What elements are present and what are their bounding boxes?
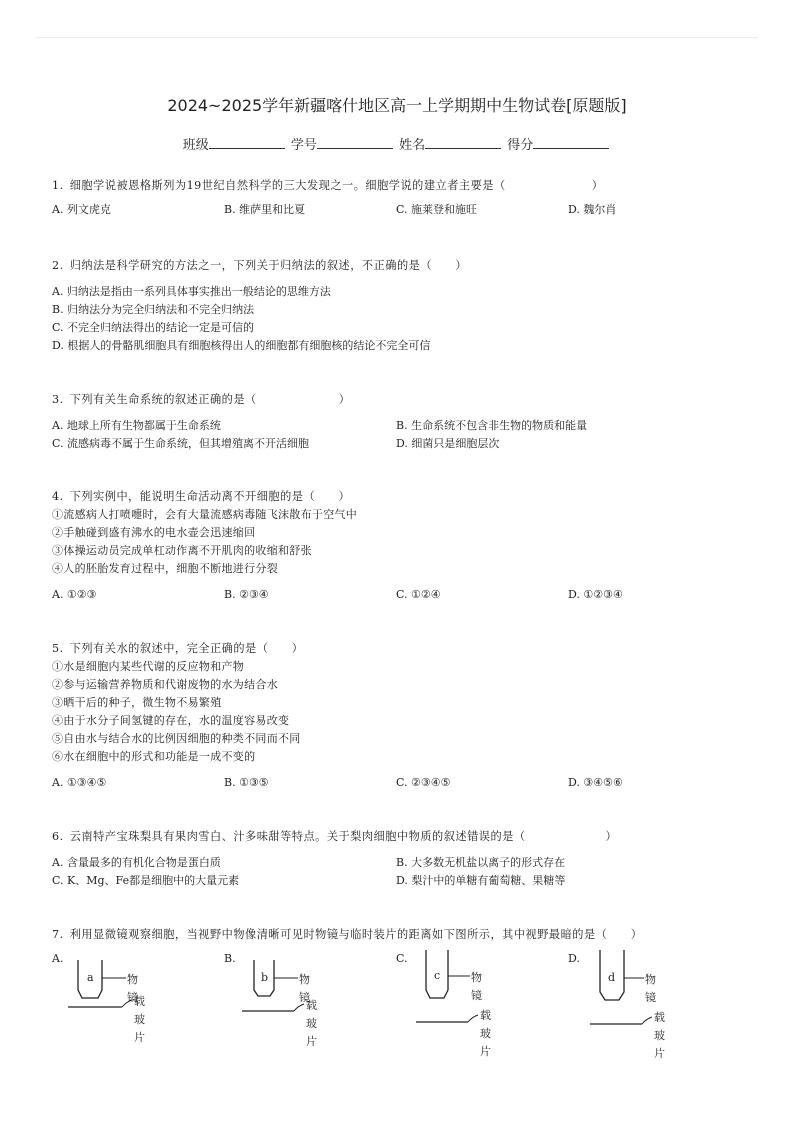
closing-paren: ） — [338, 393, 351, 406]
lens-letter: c — [434, 969, 441, 982]
header-divider — [36, 37, 758, 38]
slide-label: 载玻片 — [306, 999, 317, 1048]
statement-item: ⑥水在细胞中的形式和功能是一成不变的 — [52, 750, 256, 763]
option-a[interactable]: A. ①②③ — [52, 588, 97, 601]
option-letter: B. — [224, 952, 236, 965]
option-c[interactable]: C. ①②④ — [396, 588, 441, 601]
question-number: 3. — [52, 393, 64, 406]
option-a[interactable]: A. ①③④⑤ — [52, 776, 107, 789]
lens-letter: d — [608, 971, 616, 984]
objective-diagram — [396, 950, 536, 1030]
question-stem: 云南特产宝珠梨具有果肉雪白、汁多味甜等特点。关于梨肉细胞中物质的叙述错误的是（ — [69, 830, 526, 843]
question-stem: 归纳法是科学研究的方法之一，下列关于归纳法的叙述，不正确的是（ ） — [69, 259, 468, 272]
option-letter: C. — [396, 952, 408, 965]
page-title: 2024~2025学年新疆喀什地区高一上学期期中生物试卷[原题版] — [167, 96, 627, 115]
name-blank[interactable] — [425, 136, 501, 149]
option-c[interactable]: C. K、Mg、Fe都是细胞中的大量元素 — [52, 874, 240, 887]
option-c[interactable]: C. 施莱登和施旺 — [396, 203, 478, 216]
statement-item: ③晒干后的种子，微生物不易繁殖 — [52, 696, 222, 709]
option-c[interactable]: C. 不完全归纳法得出的结论一定是可信的 — [52, 321, 255, 334]
options-row — [52, 201, 752, 219]
name-label: 姓名 — [399, 138, 426, 153]
option-b[interactable]: B. ②③④ — [224, 588, 269, 601]
option-d[interactable]: D. 细菌只是细胞层次 — [396, 437, 500, 450]
objective-diagram — [52, 950, 192, 1030]
question-number: 7. — [52, 928, 64, 941]
objective-label: 物镜 — [299, 973, 310, 1004]
slide-label: 载玻片 — [654, 1011, 665, 1060]
statement-item: ④由于水分子间氢键的存在，水的温度容易改变 — [52, 714, 290, 727]
question-number: 4. — [52, 490, 64, 503]
statement-item: ③体操运动员完成单杠动作离不开肌肉的收缩和舒张 — [52, 544, 312, 557]
statement-item: ①水是细胞内某些代谢的反应物和产物 — [52, 660, 245, 673]
option-b[interactable]: B. 生命系统不包含非生物的物质和能量 — [396, 419, 588, 432]
question-1 — [52, 177, 752, 219]
option-d[interactable]: D. 魏尔肖 — [568, 203, 617, 216]
question-stem: 下列有关水的叙述中，完全正确的是（ ） — [69, 642, 304, 655]
option-d[interactable]: D. 根据人的骨骼肌细胞具有细胞核得出人的细胞都有细胞核的结论不完全可信 — [52, 339, 431, 352]
question-number: 6. — [52, 830, 64, 843]
option-c[interactable]: C. 流感病毒不属于生命系统，但其增殖离不开活细胞 — [52, 437, 310, 450]
question-stem: 细胞学说被恩格斯列为19世纪自然科学的三大发现之一。细胞学说的建立者主要是（ — [69, 179, 506, 192]
option-a[interactable]: A. 地球上所有生物都属于生命系统 — [52, 419, 221, 432]
question-stem: 利用显微镜观察细胞，当视野中物像清晰可见时物镜与临时装片的距离如下图所示，其中视野最暗的是（ ） — [69, 928, 643, 941]
objective-label: 物镜 — [471, 971, 482, 1002]
microscope-options — [52, 950, 752, 1060]
option-letter: D. — [568, 952, 580, 965]
question-6 — [52, 828, 752, 890]
lens-letter: b — [261, 971, 269, 984]
option-a[interactable]: A. 含量最多的有机化合物是蛋白质 — [52, 856, 221, 869]
objective-label: 物镜 — [645, 973, 656, 1004]
question-number: 1. — [52, 179, 64, 192]
closing-paren: ） — [591, 179, 604, 192]
lens-letter: a — [87, 971, 94, 984]
class-blank[interactable] — [209, 136, 285, 149]
option-letter: A. — [52, 952, 64, 965]
question-2 — [52, 257, 752, 355]
objective-diagram — [568, 950, 718, 1040]
option-a[interactable]: A. 归纳法是指由一系列具体事实推出一般结论的思维方法 — [52, 285, 331, 298]
closing-paren: ） — [605, 830, 618, 843]
options-row — [52, 586, 752, 604]
slide-label: 载玻片 — [480, 1009, 491, 1058]
option-b[interactable]: B. ①③⑤ — [224, 776, 269, 789]
statement-item: ②手触碰到盛有沸水的电水壶会迅速缩回 — [52, 526, 256, 539]
option-b[interactable]: B. 大多数无机盐以离子的形式存在 — [396, 856, 566, 869]
option-b[interactable]: B. 维萨里和比夏 — [224, 203, 306, 216]
statement-item: ④人的胚胎发育过程中，细胞不断地进行分裂 — [52, 562, 278, 575]
student-info-line — [0, 134, 794, 153]
statement-item: ⑤自由水与结合水的比例因细胞的种类不同而不同 — [52, 732, 301, 745]
objective-label: 物镜 — [127, 973, 138, 1004]
score-label: 得分 — [507, 138, 534, 153]
id-label: 学号 — [290, 138, 317, 153]
objective-diagram — [224, 950, 364, 1030]
question-stem: 下列有关生命系统的叙述正确的是（ — [69, 393, 257, 406]
question-5 — [52, 640, 752, 792]
slide-label: 载玻片 — [134, 995, 145, 1044]
id-blank[interactable] — [317, 136, 393, 149]
question-7 — [52, 926, 752, 1060]
options-row — [52, 774, 752, 792]
option-d[interactable]: D. 梨汁中的单糖有葡萄糖、果糖等 — [396, 874, 566, 887]
option-d[interactable]: D. ①②③④ — [568, 588, 623, 601]
statement-item: ①流感病人打喷嚏时，会有大量流感病毒随飞沫散布于空气中 — [52, 508, 358, 521]
question-number: 2. — [52, 259, 64, 272]
question-number: 5. — [52, 642, 64, 655]
statement-item: ②参与运输营养物质和代谢废物的水为结合水 — [52, 678, 278, 691]
option-b[interactable]: B. 归纳法分为完全归纳法和不完全归纳法 — [52, 303, 255, 316]
option-d[interactable]: D. ③④⑤⑥ — [568, 776, 623, 789]
option-a[interactable]: A. 列文虎克 — [52, 203, 111, 216]
question-3 — [52, 391, 752, 453]
class-label: 班级 — [182, 138, 209, 153]
option-c[interactable]: C. ②③④⑤ — [396, 776, 451, 789]
question-stem: 下列实例中，能说明生命活动离不开细胞的是（ ） — [69, 490, 351, 503]
score-blank[interactable] — [533, 136, 609, 149]
question-4 — [52, 488, 752, 604]
